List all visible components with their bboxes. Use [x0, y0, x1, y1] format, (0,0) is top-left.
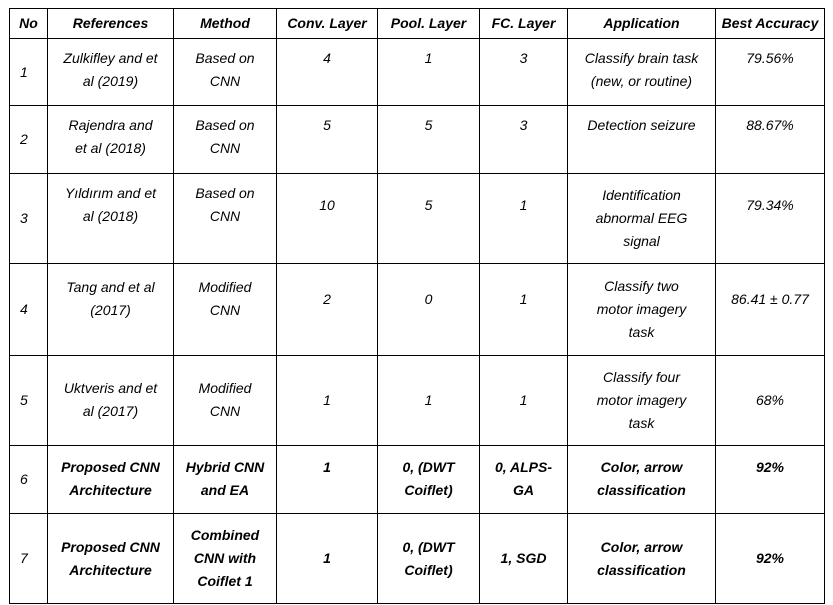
reference-cell: Proposed CNN Architecture [48, 514, 174, 604]
method-cell: Hybrid CNN and EA [174, 445, 277, 513]
method-cell: Modified CNN [174, 263, 277, 355]
accuracy-cell: 92% [716, 514, 825, 604]
method-cell: Modified CNN [174, 355, 277, 445]
table-row [10, 263, 825, 355]
method-cell: Based on CNN [174, 39, 277, 106]
table-row [10, 39, 825, 106]
row-number: 1 [10, 39, 48, 106]
row-number: 4 [10, 263, 48, 355]
accuracy-cell: 88.67% [716, 106, 825, 173]
accuracy-cell: 79.56% [716, 39, 825, 106]
method-cell: Based on CNN [174, 106, 277, 173]
fc-layer-cell: 3 [480, 39, 568, 106]
row-number: 2 [10, 106, 48, 173]
table-row [10, 445, 825, 513]
application-cell: Color, arrow classification [568, 514, 716, 604]
reference-cell: Rajendra and et al (2018) [48, 106, 174, 173]
conv-layer-cell: 5 [277, 106, 378, 173]
fc-layer-cell: 1 [480, 355, 568, 445]
table-row [10, 106, 825, 173]
application-cell: Classify two motor imagery task [568, 263, 716, 355]
pool-layer-cell: 0 [378, 263, 480, 355]
row-number: 3 [10, 173, 48, 263]
header-best-accuracy: Best Accuracy [716, 9, 825, 39]
conv-layer-cell: 2 [277, 263, 378, 355]
accuracy-cell: 79.34% [716, 173, 825, 263]
row-number: 7 [10, 514, 48, 604]
fc-layer-cell: 1 [480, 263, 568, 355]
pool-layer-cell: 1 [378, 39, 480, 106]
fc-layer-cell: 1, SGD [480, 514, 568, 604]
conv-layer-cell: 1 [277, 355, 378, 445]
reference-cell: Proposed CNN Architecture [48, 445, 174, 513]
header-no: No [10, 9, 48, 39]
accuracy-cell: 86.41 ± 0.77 [716, 263, 825, 355]
application-cell: Classify brain task (new, or routine) [568, 39, 716, 106]
application-cell: Detection seizure [568, 106, 716, 173]
header-row [10, 9, 825, 39]
header-pool-layer: Pool. Layer [378, 9, 480, 39]
table-row [10, 514, 825, 604]
pool-layer-cell: 5 [378, 173, 480, 263]
fc-layer-cell: 1 [480, 173, 568, 263]
row-number: 5 [10, 355, 48, 445]
header-method: Method [174, 9, 277, 39]
table-row [10, 355, 825, 445]
conv-layer-cell: 1 [277, 445, 378, 513]
accuracy-cell: 68% [716, 355, 825, 445]
fc-layer-cell: 3 [480, 106, 568, 173]
pool-layer-cell: 1 [378, 355, 480, 445]
table-row [10, 173, 825, 263]
conv-layer-cell: 4 [277, 39, 378, 106]
application-cell: Color, arrow classification [568, 445, 716, 513]
reference-cell: Uktveris and et al (2017) [48, 355, 174, 445]
row-number: 6 [10, 445, 48, 513]
header-fc-layer: FC. Layer [480, 9, 568, 39]
application-cell: Identification abnormal EEG signal [568, 173, 716, 263]
header-conv-layer: Conv. Layer [277, 9, 378, 39]
conv-layer-cell: 1 [277, 514, 378, 604]
reference-cell: Zulkifley and et al (2019) [48, 39, 174, 106]
pool-layer-cell: 0, (DWT Coiflet) [378, 514, 480, 604]
pool-layer-cell: 5 [378, 106, 480, 173]
accuracy-cell: 92% [716, 445, 825, 513]
application-cell: Classify four motor imagery task [568, 355, 716, 445]
reference-cell: Tang and et al (2017) [48, 263, 174, 355]
fc-layer-cell: 0, ALPS- GA [480, 445, 568, 513]
pool-layer-cell: 0, (DWT Coiflet) [378, 445, 480, 513]
header-application: Application [568, 9, 716, 39]
method-cell: Combined CNN with Coiflet 1 [174, 514, 277, 604]
comparison-table [9, 8, 825, 604]
conv-layer-cell: 10 [277, 173, 378, 263]
reference-cell: Yıldırım and et al (2018) [48, 173, 174, 263]
method-cell: Based on CNN [174, 173, 277, 263]
header-references: References [48, 9, 174, 39]
